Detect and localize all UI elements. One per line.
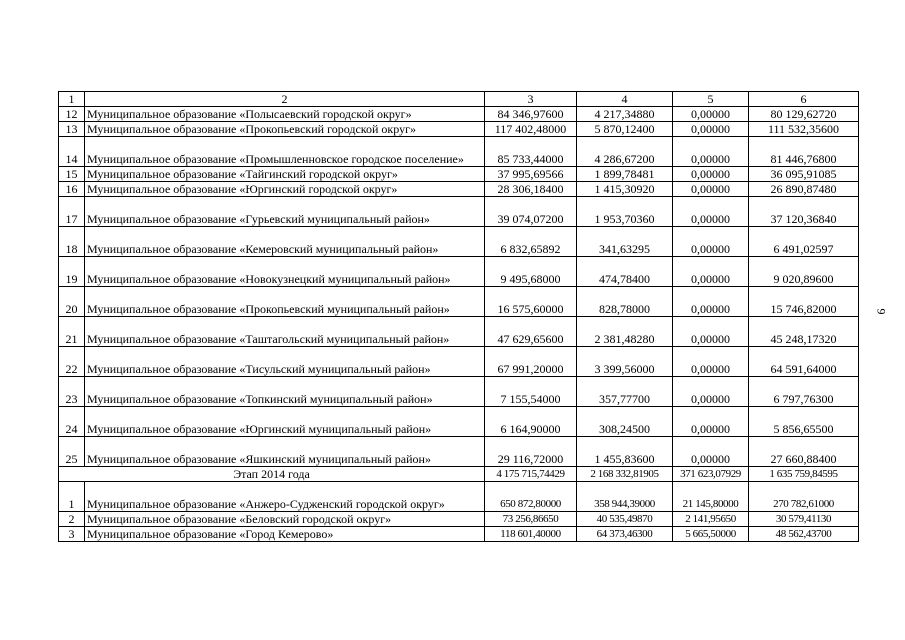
row-number: 23 [59,377,85,407]
budget-table [58,91,859,542]
amount-cell: 6 491,02597 [749,227,859,257]
amount-cell: 0,00000 [673,167,749,182]
amount-cell: 0,00000 [673,107,749,122]
row-number: 3 [59,527,85,542]
municipality-name: Муниципальное образование «Промышленновское городское поселение» [85,137,485,167]
municipality-name: Муниципальное образование «Прокопьевский муниципальный район» [85,287,485,317]
municipality-name: Муниципальное образование «Юргинский городской округ» [85,182,485,197]
header-cell: 5 [673,92,749,107]
amount-cell: 0,00000 [673,197,749,227]
amount-cell: 0,00000 [673,347,749,377]
amount-cell: 650 872,80000 [485,482,577,512]
amount-cell: 4 286,67200 [577,137,673,167]
table-row [59,137,859,167]
stage-total-cell: 1 635 759,84595 [749,467,859,482]
municipality-name: Муниципальное образование «Город Кемерово» [85,527,485,542]
amount-cell: 21 145,80000 [673,482,749,512]
amount-cell: 7 155,54000 [485,377,577,407]
amount-cell: 37 995,69566 [485,167,577,182]
amount-cell: 4 217,34880 [577,107,673,122]
amount-cell: 67 991,20000 [485,347,577,377]
municipality-name: Муниципальное образование «Тисульский муниципальный район» [85,347,485,377]
amount-cell: 5 665,50000 [673,527,749,542]
amount-cell: 357,77700 [577,377,673,407]
stage-label: Этап 2014 года [59,467,485,482]
amount-cell: 358 944,39000 [577,482,673,512]
table-row [59,407,859,437]
municipality-name: Муниципальное образование «Юргинский муниципальный район» [85,407,485,437]
amount-cell: 26 890,87480 [749,182,859,197]
row-number: 2 [59,512,85,527]
amount-cell: 37 120,36840 [749,197,859,227]
amount-cell: 9 020,89600 [749,257,859,287]
municipality-name: Муниципальное образование «Гурьевский муниципальный район» [85,197,485,227]
amount-cell: 341,63295 [577,227,673,257]
municipality-name: Муниципальное образование «Беловский городской округ» [85,512,485,527]
table-row [59,287,859,317]
table-row [59,227,859,257]
amount-cell: 15 746,82000 [749,287,859,317]
amount-cell: 64 373,46300 [577,527,673,542]
amount-cell: 1 415,30920 [577,182,673,197]
table-row [59,167,859,182]
table-row [59,257,859,287]
amount-cell: 0,00000 [673,407,749,437]
table-row [59,197,859,227]
row-number: 12 [59,107,85,122]
table-row [59,482,859,512]
municipality-name: Муниципальное образование «Полысаевский городской округ» [85,107,485,122]
amount-cell: 117 402,48000 [485,122,577,137]
amount-cell: 1 953,70360 [577,197,673,227]
amount-cell: 16 575,60000 [485,287,577,317]
header-cell: 3 [485,92,577,107]
header-cell: 2 [85,92,485,107]
amount-cell: 5 870,12400 [577,122,673,137]
amount-cell: 45 248,17320 [749,317,859,347]
amount-cell: 0,00000 [673,182,749,197]
amount-cell: 828,78000 [577,287,673,317]
row-number: 22 [59,347,85,377]
header-row [59,92,859,107]
municipality-name: Муниципальное образование «Кемеровский муниципальный район» [85,227,485,257]
table-row [59,347,859,377]
amount-cell: 270 782,61000 [749,482,859,512]
municipality-name: Муниципальное образование «Анжеро-Судженский городской округ» [85,482,485,512]
row-number: 20 [59,287,85,317]
amount-cell: 2 141,95650 [673,512,749,527]
amount-cell: 80 129,62720 [749,107,859,122]
amount-cell: 0,00000 [673,287,749,317]
amount-cell: 308,24500 [577,407,673,437]
amount-cell: 474,78400 [577,257,673,287]
amount-cell: 84 346,97600 [485,107,577,122]
table-row [59,317,859,347]
amount-cell: 0,00000 [673,137,749,167]
amount-cell: 6 797,76300 [749,377,859,407]
table-row [59,377,859,407]
amount-cell: 73 256,86650 [485,512,577,527]
stage-total-cell: 2 168 332,81905 [577,467,673,482]
header-cell: 6 [749,92,859,107]
amount-cell: 0,00000 [673,437,749,467]
amount-cell: 64 591,64000 [749,347,859,377]
row-number: 24 [59,407,85,437]
amount-cell: 0,00000 [673,317,749,347]
table-row [59,512,859,527]
municipality-name: Муниципальное образование «Прокопьевский городской округ» [85,122,485,137]
page-number: 9 [874,308,889,315]
amount-cell: 48 562,43700 [749,527,859,542]
municipality-name: Муниципальное образование «Яшкинский муниципальный район» [85,437,485,467]
row-number: 16 [59,182,85,197]
row-number: 25 [59,437,85,467]
table-row [59,182,859,197]
stage-total-row [59,467,859,482]
municipality-name: Муниципальное образование «Новокузнецкий муниципальный район» [85,257,485,287]
amount-cell: 2 381,48280 [577,317,673,347]
row-number: 13 [59,122,85,137]
amount-cell: 111 532,35600 [749,122,859,137]
amount-cell: 81 446,76800 [749,137,859,167]
amount-cell: 5 856,65500 [749,407,859,437]
table-row [59,527,859,542]
stage-total-cell: 371 623,07929 [673,467,749,482]
row-number: 15 [59,167,85,182]
row-number: 1 [59,482,85,512]
municipality-name: Муниципальное образование «Топкинский муниципальный район» [85,377,485,407]
amount-cell: 1 455,83600 [577,437,673,467]
amount-cell: 0,00000 [673,377,749,407]
row-number: 18 [59,227,85,257]
amount-cell: 1 899,78481 [577,167,673,182]
amount-cell: 0,00000 [673,257,749,287]
row-number: 17 [59,197,85,227]
amount-cell: 30 579,41130 [749,512,859,527]
amount-cell: 39 074,07200 [485,197,577,227]
table-row [59,122,859,137]
amount-cell: 29 116,72000 [485,437,577,467]
amount-cell: 27 660,88400 [749,437,859,467]
table-row [59,437,859,467]
amount-cell: 0,00000 [673,227,749,257]
row-number: 19 [59,257,85,287]
amount-cell: 28 306,18400 [485,182,577,197]
amount-cell: 85 733,44000 [485,137,577,167]
header-cell: 1 [59,92,85,107]
header-cell: 4 [577,92,673,107]
amount-cell: 0,00000 [673,122,749,137]
amount-cell: 6 164,90000 [485,407,577,437]
stage-total-cell: 4 175 715,74429 [485,467,577,482]
amount-cell: 40 535,49870 [577,512,673,527]
row-number: 14 [59,137,85,167]
amount-cell: 3 399,56000 [577,347,673,377]
amount-cell: 6 832,65892 [485,227,577,257]
municipality-name: Муниципальное образование «Таштагольский муниципальный район» [85,317,485,347]
amount-cell: 36 095,91085 [749,167,859,182]
amount-cell: 118 601,40000 [485,527,577,542]
municipality-name: Муниципальное образование «Тайгинский городской округ» [85,167,485,182]
table-row [59,107,859,122]
amount-cell: 47 629,65600 [485,317,577,347]
row-number: 21 [59,317,85,347]
amount-cell: 9 495,68000 [485,257,577,287]
